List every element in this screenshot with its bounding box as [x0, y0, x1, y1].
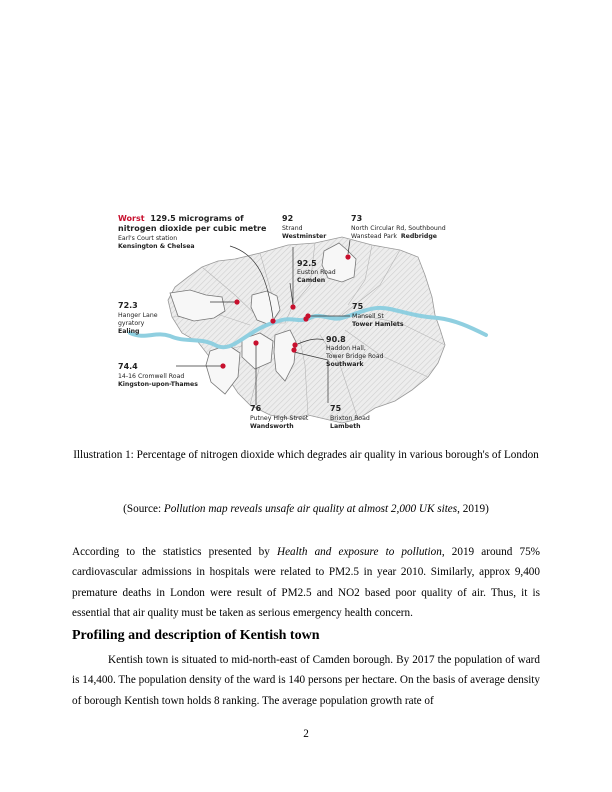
- label-ealing-place2: gyratory: [118, 320, 145, 327]
- section-heading: Profiling and description of Kentish town: [72, 628, 320, 643]
- label-kensington-value: Worst 129.5 micrograms of: [118, 214, 244, 223]
- marker-kingston: [220, 363, 225, 368]
- paragraph-statistics: [72, 542, 540, 624]
- figure-source: [72, 500, 540, 518]
- label-ealing-value: 72.3: [118, 301, 138, 310]
- paragraph-statistics-rest: , 2019 around 75% cardiovascular admissions in hospitals were related to PM2.5 in year 2010. Similarly, approx 9,400 premature deaths in London were result of PM2.5 and NO2 based poor quality of air. Thus, it is essential that air quality must be taken as serious emergency health concern.: [72, 546, 540, 620]
- label-southwark-place: Haddon Hall,: [326, 345, 366, 352]
- label-kensington-borough: Kensington & Chelsea: [118, 243, 195, 250]
- label-camden-borough: Camden: [297, 277, 326, 284]
- label-lambeth-place: Brixton Road: [330, 415, 370, 422]
- label-ealing-borough: Ealing: [118, 328, 140, 335]
- figure-caption: Illustration 1: Percentage of nitrogen dioxide which degrades air quality in various borough's of London: [73, 449, 539, 461]
- marker-kensington: [270, 318, 275, 323]
- marker-redbridge: [345, 254, 350, 259]
- pollution-map-figure: [110, 205, 502, 437]
- label-kingston-borough: Kingston-upon-Thames: [118, 381, 198, 388]
- label-camden-place: Euston Road: [297, 269, 336, 276]
- page-number: 2: [303, 728, 309, 740]
- label-lambeth-value: 75: [330, 404, 342, 413]
- label-westminster-value: 92: [282, 214, 294, 223]
- label-ealing-place: Hanger Lane: [118, 312, 158, 319]
- label-southwark-borough: Southwark: [326, 361, 364, 368]
- label-westminster-place: Strand: [282, 225, 303, 232]
- label-lambeth-borough: Lambeth: [330, 423, 361, 430]
- marker-southwark: [292, 342, 297, 347]
- label-wandsworth-borough: Wandsworth: [250, 423, 294, 430]
- label-kensington-line2: nitrogen dioxide per cubic metre: [118, 224, 267, 233]
- source-prefix: (Source:: [123, 503, 164, 515]
- label-redbridge-place2: Wanstead Park Redbridge: [351, 233, 437, 240]
- label-southwark-value: 90.8: [326, 335, 346, 344]
- label-wandsworth-place: Putney High Street: [250, 415, 309, 422]
- source-title: Pollution map reveals unsafe air quality at almost 2,000 UK sites: [163, 503, 458, 515]
- source-suffix: , 2019): [457, 503, 489, 515]
- label-redbridge-place: North Circular Rd, Southbound: [351, 225, 446, 232]
- label-redbridge-value: 73: [351, 214, 363, 223]
- label-westminster-borough: Westminster: [282, 233, 327, 240]
- london-map: [110, 205, 502, 437]
- marker-westminster: [290, 304, 295, 309]
- label-wandsworth-value: 76: [250, 404, 262, 413]
- label-camden-value: 92.5: [297, 259, 317, 268]
- label-tower-hamlets-value: 75: [352, 302, 364, 311]
- label-tower-hamlets-place: Mansell St: [352, 313, 384, 320]
- paragraph-statistics-start: According to the statistics presented by: [72, 546, 277, 558]
- marker-tower-hamlets: [303, 316, 308, 321]
- marker-lambeth: [291, 347, 296, 352]
- marker-ealing: [234, 299, 239, 304]
- paragraph-kentish-town: Kentish town is situated to mid-north-east of Camden borough. By 2017 the population of ward is 14,400. The population density of the ward is 140 persons per hectare. On the basis of average density of borough Kentish town holds 8 ranking. The average population growth rate of: [72, 654, 541, 707]
- label-kingston-place: 14-16 Cromwell Road: [118, 373, 185, 380]
- label-tower-hamlets-borough: Tower Hamlets: [352, 321, 404, 328]
- label-southwark-place2: Tower Bridge Road: [326, 353, 384, 360]
- marker-wandsworth: [253, 340, 258, 345]
- label-kingston-value: 74.4: [118, 362, 138, 371]
- paragraph-statistics-cite: Health and exposure to pollution: [276, 546, 442, 558]
- label-kensington-place: Earl's Court station: [118, 235, 178, 242]
